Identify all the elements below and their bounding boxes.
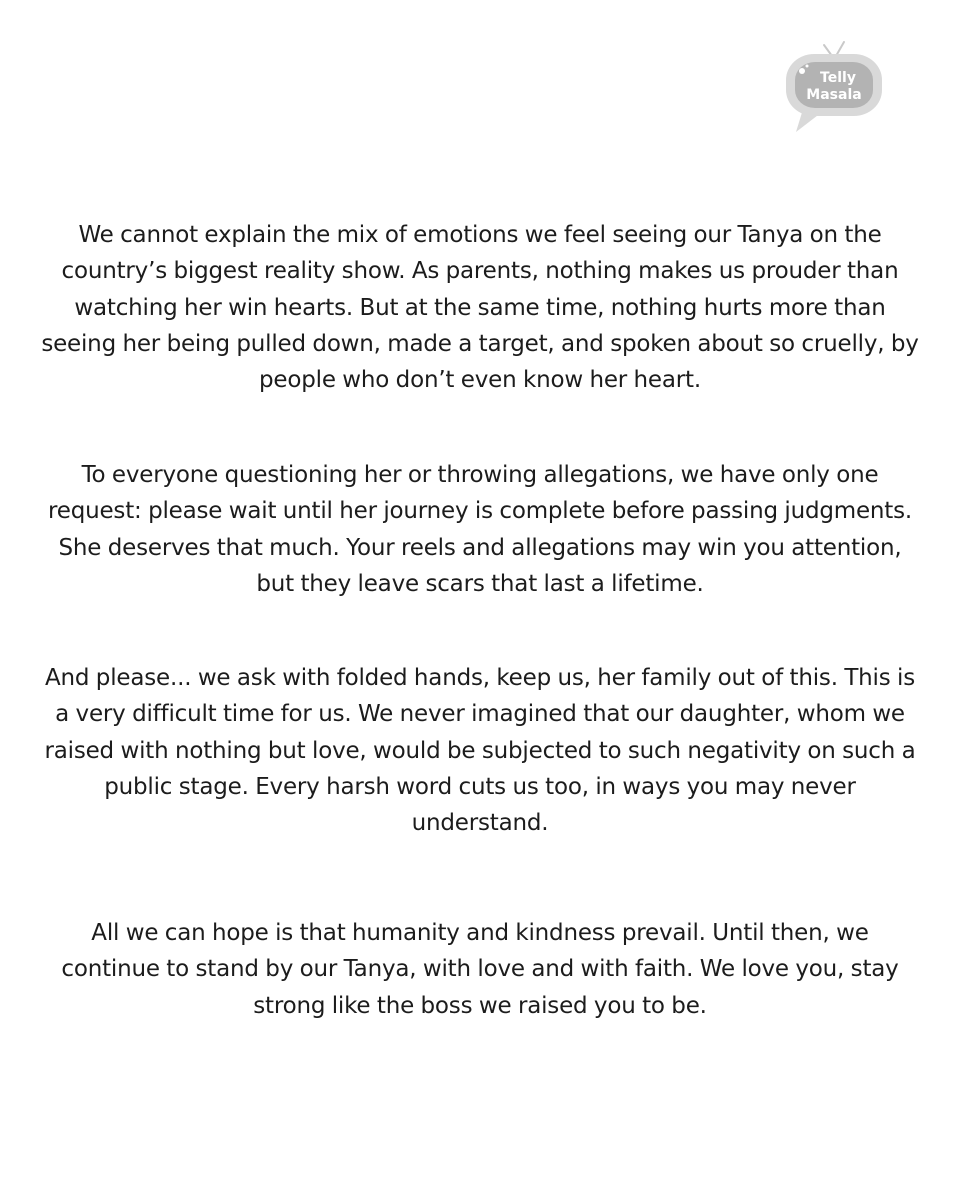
statement-paragraph-4: All we can hope is that humanity and kindness prevail. Until then, we continue to stand by our Tanya, with love and with faith. We love you, stay strong like the boss we raised you to be. bbox=[61, 920, 899, 1019]
tv-logo-icon bbox=[782, 36, 886, 136]
telly-masala-logo bbox=[782, 36, 886, 136]
logo-text-line2: Masala bbox=[806, 87, 862, 103]
statement-paragraph-1: We cannot explain the mix of emotions we feel seeing our Tanya on the country’s biggest reality show. As parents, nothing makes us prouder than watching her win hearts. But at the same time, nothing hurts more than seeing her being pulled down, made a target, and spoken about so cruelly, by people who don’t even know her heart. bbox=[41, 222, 919, 394]
statement-paragraph-3: And please... we ask with folded hands, keep us, her family out of this. This is a very difficult time for us. We never imagined that our daughter, whom we raised with nothing but love, would be subjected to such negativity on such a public stage. Every harsh word cuts us too, in ways you may never understand. bbox=[44, 665, 916, 837]
statement-paragraph-2: To everyone questioning her or throwing allegations, we have only one request: please wait until her journey is complete before passing judgments. She deserves that much. Your reels and allegations may win you attention, but they leave scars that last a lifetime. bbox=[48, 462, 912, 597]
logo-text-line1: Telly bbox=[820, 70, 856, 86]
